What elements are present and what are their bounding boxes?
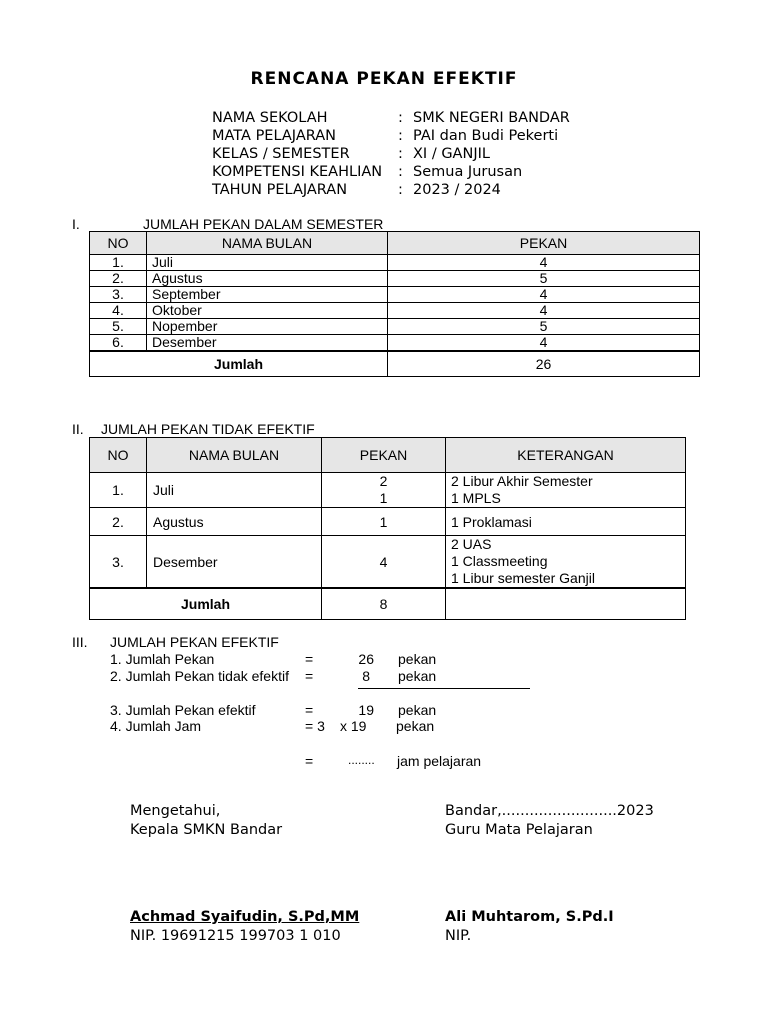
cell-month: Oktober — [147, 303, 388, 319]
info-label-year: TAHUN PELAJARAN — [212, 182, 348, 198]
cell-month: Agustus — [147, 508, 322, 536]
weeks-line: 2 — [379, 473, 388, 489]
table-ineffective-weeks — [89, 437, 686, 620]
total-value: 8 — [322, 588, 446, 619]
note-line: 1 MPLS — [451, 490, 501, 506]
document-title: RENCANA PEKAN EFEKTIF — [250, 69, 518, 89]
note-line: 2 Libur Akhir Semester — [451, 473, 593, 489]
cell-month: Agustus — [147, 271, 388, 287]
calc-unit: pekan — [398, 668, 437, 684]
sig-right-line2: Guru Mata Pelajaran — [445, 822, 593, 838]
info-value-subject: PAI dan Budi Pekerti — [413, 128, 559, 144]
cell-weeks: 4 — [388, 303, 700, 319]
calc-label: 2. Jumlah Pekan tidak efektif — [110, 668, 289, 684]
info-value-year: 2023 / 2024 — [413, 182, 501, 198]
cell-no: 2. — [90, 508, 147, 536]
cell-month: Desember — [147, 335, 388, 352]
cell-no: 4. — [90, 303, 147, 319]
cell-weeks: 5 — [388, 271, 700, 287]
calc-unit: pekan — [396, 718, 435, 734]
sig-left-line2: Kepala SMKN Bandar — [130, 822, 283, 838]
info-sep: : — [398, 128, 403, 144]
calc-unit: pekan — [398, 702, 437, 718]
cell-month: Desember — [147, 536, 322, 589]
info-value-class: XI / GANJIL — [413, 146, 490, 162]
section1-number: I. — [72, 216, 80, 232]
info-sep: : — [398, 164, 403, 180]
calc-value: 19 — [358, 702, 374, 718]
total-label: Jumlah — [90, 351, 388, 376]
calc-value: 8 — [362, 668, 370, 684]
cell-weeks: 4 — [388, 335, 700, 352]
note-line: 1 Classmeeting — [451, 553, 548, 569]
section2-heading: JUMLAH PEKAN TIDAK EFEKTIF — [101, 421, 315, 437]
cell-notes — [446, 536, 686, 589]
cell-weeks: 5 — [388, 319, 700, 335]
info-sep: : — [398, 110, 403, 126]
cell-no: 1. — [90, 473, 147, 508]
table-row — [90, 255, 700, 271]
cell-no: 6. — [90, 335, 147, 352]
col-header-notes: KETERANGAN — [446, 438, 686, 473]
total-notes-empty — [446, 588, 686, 619]
note-line: 1 Libur semester Ganjil — [451, 570, 595, 586]
cell-no: 3. — [90, 287, 147, 303]
total-value: 26 — [388, 351, 700, 376]
cell-weeks: 1 — [322, 508, 446, 536]
table-row — [90, 271, 700, 287]
col-header-month: NAMA BULAN — [147, 232, 388, 255]
info-sep: : — [398, 182, 403, 198]
col-header-weeks: PEKAN — [322, 438, 446, 473]
col-header-no: NO — [90, 232, 147, 255]
table-row — [90, 335, 700, 352]
cell-no: 3. — [90, 536, 147, 589]
calc-equals: = 3 — [305, 718, 325, 734]
cell-weeks: 4 — [322, 536, 446, 589]
sig-left-line1: Mengetahui, — [130, 803, 221, 819]
cell-notes — [446, 473, 686, 508]
cell-month: Juli — [147, 473, 322, 508]
total-label: Jumlah — [90, 588, 322, 619]
cell-weeks: 4 — [388, 255, 700, 271]
cell-weeks — [322, 473, 446, 508]
table-total-row — [90, 588, 686, 619]
calc-label: 1. Jumlah Pekan — [110, 651, 215, 667]
sig-right-nip: NIP. — [445, 928, 472, 944]
section3-heading: JUMLAH PEKAN EFEKTIF — [110, 634, 279, 650]
info-label-class: KELAS / SEMESTER — [212, 146, 350, 162]
calc-value: x 19 — [340, 718, 367, 734]
info-label-subject: MATA PELAJARAN — [212, 128, 336, 144]
table-total-row — [90, 351, 700, 376]
cell-no: 2. — [90, 271, 147, 287]
calc-equals: = — [305, 753, 314, 769]
cell-weeks: 4 — [388, 287, 700, 303]
calc-value: 26 — [358, 651, 374, 667]
calc-equals: = — [305, 668, 314, 684]
calc-equals: = — [305, 702, 314, 718]
sum-divider — [358, 688, 530, 689]
calc-label: 3. Jumlah Pekan efektif — [110, 702, 256, 718]
calc-unit: pekan — [398, 651, 437, 667]
calc-value: ........ — [348, 753, 375, 767]
table-effective-weeks — [89, 231, 700, 377]
info-sep: : — [398, 146, 403, 162]
calc-label: 4. Jumlah Jam — [110, 718, 202, 734]
sig-left-name: Achmad Syaifudin, S.Pd,MM — [130, 909, 360, 925]
cell-month: Nopember — [147, 319, 388, 335]
col-header-no: NO — [90, 438, 147, 473]
sig-right-name: Ali Muhtarom, S.Pd.I — [445, 909, 614, 925]
table-row — [90, 287, 700, 303]
table-row — [90, 319, 700, 335]
calc-unit: jam pelajaran — [397, 753, 482, 769]
table-header-row — [90, 438, 686, 473]
info-value-school: SMK NEGERI BANDAR — [413, 110, 570, 126]
info-value-competency: Semua Jurusan — [413, 164, 523, 180]
cell-no: 1. — [90, 255, 147, 271]
cell-month: September — [147, 287, 388, 303]
info-label-school: NAMA SEKOLAH — [212, 110, 328, 126]
col-header-weeks: PEKAN — [388, 232, 700, 255]
cell-month: Juli — [147, 255, 388, 271]
col-header-month: NAMA BULAN — [147, 438, 322, 473]
cell-notes: 1 Proklamasi — [446, 508, 686, 536]
table-row — [90, 508, 686, 536]
weeks-line: 1 — [379, 490, 388, 506]
table-row — [90, 473, 686, 508]
section1-heading: JUMLAH PEKAN DALAM SEMESTER — [143, 216, 384, 232]
cell-no: 5. — [90, 319, 147, 335]
calc-equals: = — [305, 651, 314, 667]
table-header-row — [90, 232, 700, 255]
section2-number: II. — [72, 421, 84, 437]
table-row — [90, 536, 686, 589]
sig-left-nip: NIP. 19691215 199703 1 010 — [130, 928, 341, 944]
sig-right-line1: Bandar,.........................2023 — [445, 803, 654, 819]
section3-number: III. — [72, 634, 88, 650]
note-line: 2 UAS — [451, 536, 492, 552]
table-row — [90, 303, 700, 319]
info-label-competency: KOMPETENSI KEAHLIAN — [212, 164, 383, 180]
